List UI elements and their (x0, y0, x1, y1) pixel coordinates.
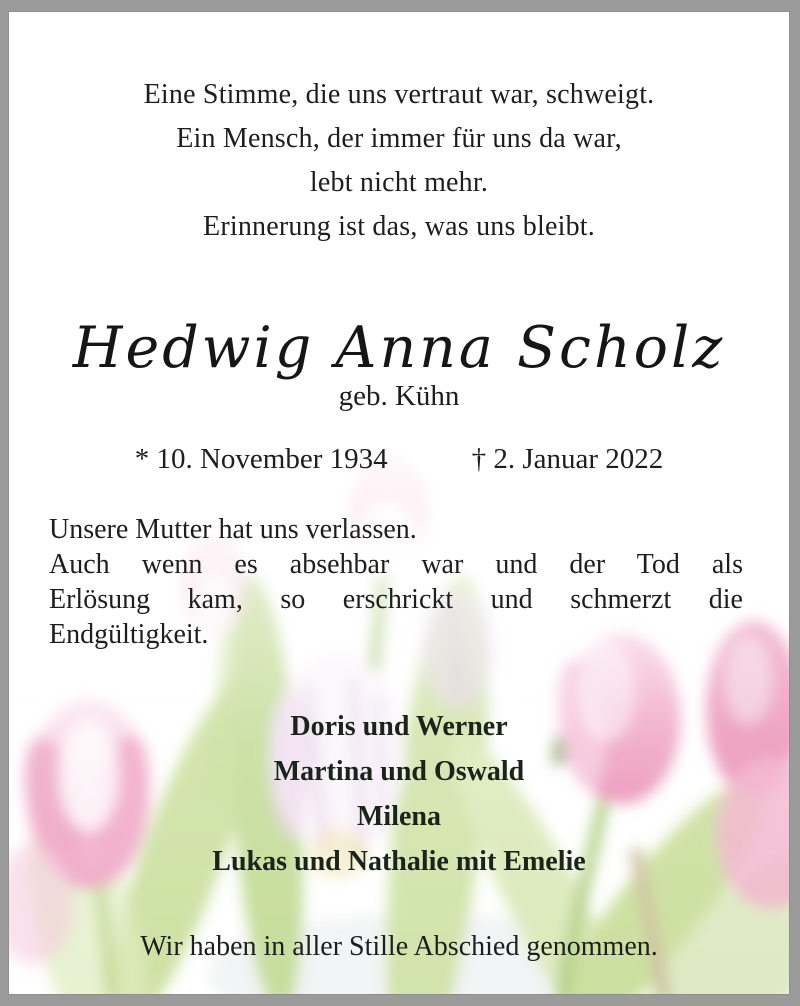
closing-line: Wir haben in aller Stille Abschied genommen. (140, 931, 658, 962)
poem-line-4: Erinnerung ist das, was uns bleibt. (203, 211, 595, 242)
poem-line-1: Eine Stimme, die uns vertraut war, schweigt. (143, 79, 655, 110)
message-line-3: Erlösung kam, so erschrickt und schmerzt die (49, 584, 743, 615)
birth-date: * 10. November 1934 (134, 443, 388, 475)
family-line-3: Milena (357, 801, 441, 832)
deceased-name: Hedwig Anna Scholz (72, 315, 726, 381)
message-line-1: Unsere Mutter hat uns verlassen. (49, 514, 417, 545)
maiden-name: geb. Kühn (338, 380, 460, 412)
obituary-text-layer (9, 12, 789, 994)
poem-line-3: lebt nicht mehr. (309, 167, 489, 198)
message-line-2: Auch wenn es absehbar war und der Tod als (49, 549, 743, 580)
family-line-4: Lukas und Nathalie mit Emelie (212, 846, 586, 877)
family-line-2: Martina und Oswald (273, 756, 525, 787)
obituary-card (8, 11, 790, 995)
memorial-poem (9, 73, 789, 249)
family-names (9, 704, 789, 884)
poem-line-2: Ein Mensch, der immer für uns da war, (176, 123, 622, 154)
life-dates (9, 443, 789, 476)
message-line-4: Endgültigkeit. (49, 619, 209, 650)
condolence-message (49, 512, 743, 652)
death-date: † 2. Januar 2022 (471, 443, 664, 475)
family-line-1: Doris und Werner (290, 711, 508, 742)
